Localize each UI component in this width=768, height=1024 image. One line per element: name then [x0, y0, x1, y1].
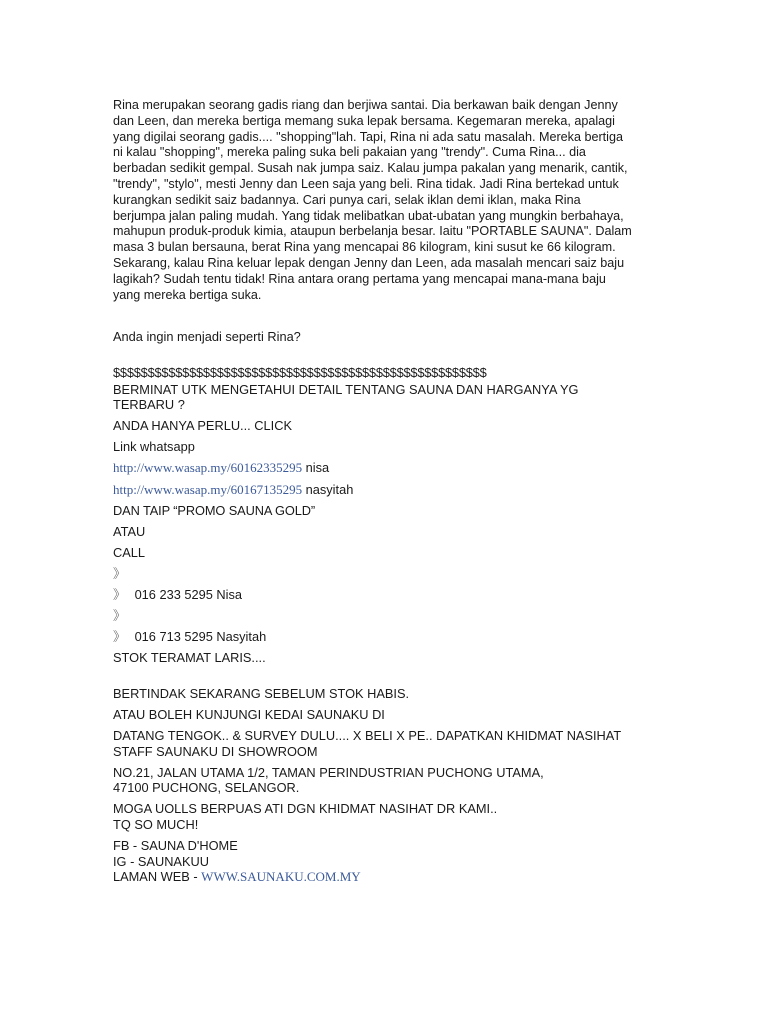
website-link[interactable]: WWW.SAUNAKU.COM.MY [201, 869, 361, 885]
chevron-icon: 》 [113, 608, 126, 624]
whatsapp-contact-name: nisa [305, 460, 330, 476]
phone-contact-name: Nasyitah [216, 629, 267, 645]
instagram-text: IG - SAUNAKUU [113, 853, 209, 869]
story-question: Anda ingin menjadi seperti Rina? [113, 329, 301, 345]
phone-contact-name: Nisa [216, 586, 243, 602]
whatsapp-link-nasyitah[interactable]: http://www.wasap.my/60167135295 [113, 481, 303, 497]
interest-text: BERMINAT UTK MENGETAHUI DETAIL TENTANG SAUNA DAN HARGANYA YG TERBARU ? [113, 381, 579, 413]
thanks-text: TQ SO MUCH! [113, 817, 199, 833]
address-line-2: 47100 PUCHONG, SELANGOR. [113, 780, 300, 796]
address-line-1: NO.21, JALAN UTAMA 1/2, TAMAN PERINDUSTRIAN PUCHONG UTAMA, [113, 764, 544, 780]
whatsapp-link-row-nasyitah [113, 482, 633, 498]
chevron-icon: 》 [113, 586, 126, 602]
type-promo-text: DAN TAIP “PROMO SAUNA GOLD” [113, 502, 316, 518]
phone-row-nisa [113, 587, 633, 603]
stock-text: STOK TERAMAT LARIS.... [113, 650, 266, 666]
click-text: ANDA HANYA PERLU... CLICK [113, 418, 292, 434]
or-text: ATAU [113, 523, 146, 539]
chevron-row [113, 608, 633, 624]
dollar-divider: $$$$$$$$$$$$$$$$$$$$$$$$$$$$$$$$$$$$$$$$$$$$$$$$$$$$$$ [113, 364, 487, 380]
document-body [113, 98, 633, 885]
chevron-icon: 》 [113, 629, 126, 645]
survey-text: DATANG TENGOK.. & SURVEY DULU.... X BELI X PE.. DAPATKAN KHIDMAT NASIHAT STAFF SAUNAKU DI SHOWROOM [113, 728, 621, 759]
whatsapp-label: Link whatsapp [113, 439, 195, 455]
phone-number: 016 233 5295 [134, 586, 213, 602]
whatsapp-link-row-nisa [113, 460, 633, 476]
whatsapp-link-nisa[interactable]: http://www.wasap.my/60162335295 [113, 460, 303, 476]
story-paragraph: Rina merupakan seorang gadis riang dan berjiwa santai. Dia berkawan baik dengan Jenny dan Leen, dan mereka bertiga memang suka lepak bersama. Kegemaran mereka, apalagi yang digilai seorang gadis.... "shopping"lah. Tapi, Rina ni ada satu masalah. Mereka bertiga ni kalau "shopping", mereka paling suka beli pakaian yang "trendy". Cuma Rina... dia berbadan sedikit gempal. Susah nak jumpa saiz. Kalau jumpa pakalan yang menarik, cantik, "trendy", "stylo", mesti Jenny dan Leen saja yang beli. Rina tidak. Jadi Rina bertekad untuk kurangkan sedikit saiz badannya. Cari punya cari, selak iklan demi iklan, maka Rina berjumpa jalan paling mudah. Yang tidak melibatkan ubat-ubatan yang mungkin berbahaya, mahupun produk-produk kimia, ataupun berbelanja besar. Iaitu "PORTABLE SAUNA". Dalam masa 3 bulan bersauna, berat Rina yang mencapai 86 kilogram, kini susut ke 66 kilogram. Sekarang, kalau Rina keluar lepak dengan Jenny dan Leen, ada masalah mencari saiz baju lagikah? Sudah tentu tidak! Rina antara orang pertama yang mencapai mana-mana baju yang mereka bertiga suka. [113, 98, 632, 302]
whatsapp-contact-name: nasyitah [305, 481, 354, 497]
website-label: LAMAN WEB - [113, 869, 202, 885]
visit-shop-text: ATAU BOLEH KUNJUNGI KEDAI SAUNAKU DI [113, 706, 385, 722]
act-now-text: BERTINDAK SEKARANG SEBELUM STOK HABIS. [113, 685, 410, 701]
chevron-row [113, 566, 633, 582]
hope-text: MOGA UOLLS BERPUAS ATI DGN KHIDMAT NASIHAT DR KAMI.. [113, 801, 498, 817]
facebook-text: FB - SAUNA D'HOME [113, 838, 238, 854]
phone-row-nasyitah [113, 629, 633, 645]
call-text: CALL [113, 544, 146, 560]
website-row [113, 869, 633, 885]
chevron-icon: 》 [113, 565, 126, 581]
phone-number: 016 713 5295 [134, 629, 213, 645]
